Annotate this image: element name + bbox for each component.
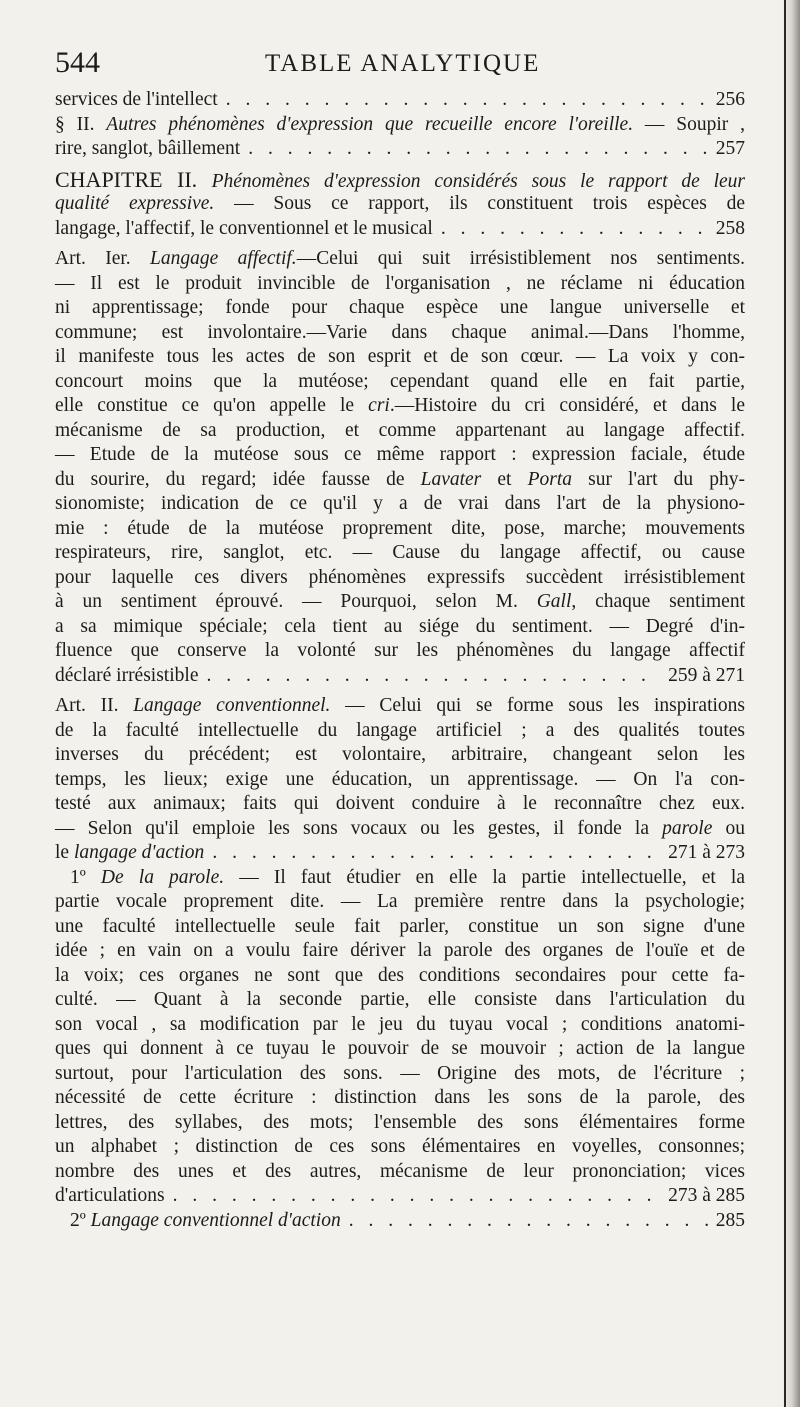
text-line <box>55 468 745 493</box>
dot-leader <box>248 137 708 162</box>
text-segment: langage, l'affectif, le conventionnel et le musical <box>55 217 433 239</box>
line-text <box>55 272 745 297</box>
line-text <box>55 217 433 242</box>
text-line <box>55 394 745 419</box>
page-reference: 259 à 271 <box>668 664 745 686</box>
text-segment: 1º <box>70 866 101 888</box>
italic-text: Gall <box>536 591 572 612</box>
text-segment: le <box>55 842 74 863</box>
text-line <box>55 272 745 297</box>
page-number: 544 <box>55 46 100 79</box>
dot-leader <box>212 841 660 866</box>
line-text <box>55 247 745 272</box>
text-segment: de la faculté intellectuelle du langage artificiel ; a des qualités toutes <box>55 719 745 741</box>
text-segment: — Etude de la mutéose sous ce même rapport : expression faciale, étude <box>55 444 745 465</box>
line-text <box>55 296 745 321</box>
text-segment: ni apprentissage; fonde pour chaque espèce une langue universelle et <box>55 297 745 318</box>
line-text <box>55 590 745 615</box>
text-line <box>55 192 745 217</box>
text-segment: , chaque sentiment <box>571 591 745 612</box>
text-segment: culté. — Quant à la seconde partie, elle consiste dans l'articulation du <box>55 989 745 1010</box>
text-line <box>55 1184 745 1209</box>
text-line <box>55 1135 745 1160</box>
text-line <box>55 1062 745 1087</box>
text-segment: surtout, pour l'articulation des sons. — Origine des mots, de l'écriture ; <box>55 1062 745 1084</box>
text-segment: respirateurs, rire, sanglot, etc. — Cause du langage affectif, ou cause <box>55 542 745 563</box>
text-segment: à un sentiment éprouvé. — Pourquoi, selon M. <box>55 591 537 612</box>
text-line <box>55 541 745 566</box>
text-line <box>55 743 745 768</box>
page-reference: 271 à 273 <box>668 842 745 863</box>
text-segment: il manifeste tous les actes de son esprit et de son cœur. — La voix y con- <box>55 346 745 367</box>
italic-text: Langage affectif. <box>150 248 297 269</box>
line-text <box>55 743 745 768</box>
text-line <box>55 1160 745 1185</box>
line-text <box>55 817 745 842</box>
line-text <box>55 664 198 689</box>
text-segment: concourt moins que la mutéose; cependant quand elle en fait partie, <box>55 370 745 392</box>
text-segment: 2º <box>70 1209 91 1231</box>
text-segment: nombre des unes et des autres, mécanisme de leur prononciation; vices <box>55 1160 745 1182</box>
line-text <box>55 566 745 591</box>
text-line <box>55 890 745 915</box>
text-line <box>55 1013 745 1038</box>
text-line <box>55 694 745 719</box>
toc-entry <box>55 1209 745 1234</box>
page-reference: 273 à 285 <box>668 1185 745 1206</box>
text-line <box>55 247 745 272</box>
italic-text: Langage conventionnel d'action <box>90 1209 341 1231</box>
dot-leader <box>349 1209 708 1234</box>
line-text <box>55 890 745 915</box>
text-segment: mécanisme de sa production, et comme appartenant au langage affectif. <box>55 419 745 441</box>
toc-entry <box>55 113 745 162</box>
line-text <box>70 866 745 891</box>
text-segment: — Selon qu'il emploie les sons vocaux ou les gestes, il fonde la <box>55 817 663 839</box>
text-line <box>55 296 745 321</box>
text-segment: Art. II. <box>55 695 134 716</box>
text-line <box>55 719 745 744</box>
text-segment: testé aux animaux; faits qui doivent conduire à le reconnaître chez eux. <box>55 793 745 814</box>
text-segment: commune; est involontaire.—Varie dans chaque animal.—Dans l'homme, <box>55 321 745 343</box>
line-text <box>55 615 745 640</box>
line-text <box>55 694 745 719</box>
toc-entry <box>55 168 745 242</box>
text-line <box>55 419 745 444</box>
text-line <box>55 443 745 468</box>
line-text <box>55 768 745 793</box>
toc-entry <box>55 88 745 113</box>
line-text <box>55 492 745 517</box>
line-text <box>55 517 745 542</box>
text-segment: a sa mimique spéciale; cela tient au siége du sentiment. — Degré d'in- <box>55 615 745 637</box>
line-text <box>55 988 745 1013</box>
italic-text: Phénomènes d'expression considérés sous le rapport de leur <box>211 170 745 192</box>
line-text <box>55 321 745 346</box>
text-line <box>55 88 745 113</box>
text-line <box>55 168 745 193</box>
line-text <box>55 419 745 444</box>
text-line <box>55 137 745 162</box>
text-line <box>55 566 745 591</box>
text-line <box>55 939 745 964</box>
text-line <box>55 1209 745 1234</box>
text-segment: temps, les lieux; exige une éducation, un apprentissage. — On l'a con- <box>55 768 745 790</box>
line-text <box>70 1209 341 1234</box>
line-text <box>55 168 745 195</box>
text-segment: une faculté intellectuelle seule fait parler, constitue un son signe d'une <box>55 915 745 937</box>
text-line <box>55 768 745 793</box>
text-line <box>55 1111 745 1136</box>
italic-text: langage d'action <box>73 842 205 863</box>
text-segment: inverses du précédent; est volontaire, arbitraire, changeant selon les <box>55 744 745 765</box>
toc-entry <box>55 866 745 1209</box>
text-line <box>55 639 745 664</box>
line-text <box>55 113 745 138</box>
italic-text: Autres phénomènes d'expression que recueille encore l'oreille. <box>106 113 634 135</box>
line-text <box>55 370 745 395</box>
italic-text: Lavater <box>420 468 482 490</box>
line-text <box>55 1111 745 1136</box>
text-line <box>55 664 745 689</box>
line-text <box>55 841 204 866</box>
table-of-contents-body <box>55 88 745 1233</box>
text-segment: idée ; en vain on a voulu faire dériver la parole des organes de l'ouïe et de <box>55 940 745 961</box>
toc-entry <box>55 694 745 866</box>
text-line <box>55 492 745 517</box>
text-line <box>55 217 745 242</box>
text-segment: — Sous ce rapport, ils constituent trois espèces de <box>214 193 745 214</box>
text-segment: mie : étude de la mutéose proprement dite, pose, marche; mouvements <box>55 517 745 539</box>
italic-text: Langage conventionnel. <box>133 695 331 716</box>
text-line <box>55 345 745 370</box>
line-text <box>55 1135 745 1160</box>
text-segment: son vocal , sa modification par le jeu du tuyau vocal ; conditions anatomi- <box>55 1013 745 1035</box>
line-text <box>55 1184 165 1209</box>
text-segment: sur l'art du phy- <box>572 468 746 490</box>
line-text <box>55 137 240 162</box>
line-text <box>55 1086 745 1111</box>
text-line <box>55 321 745 346</box>
text-segment: § II. <box>55 113 107 135</box>
dot-leader <box>226 88 708 113</box>
text-line <box>55 1037 745 1062</box>
line-text <box>55 639 745 664</box>
text-line <box>55 817 745 842</box>
text-line <box>55 113 745 138</box>
line-text <box>55 1037 745 1062</box>
text-segment: Art. Ier. <box>55 248 151 269</box>
italic-text: parole <box>662 817 713 839</box>
line-text <box>55 468 745 493</box>
text-segment: elle constitue ce qu'on appelle le <box>55 395 369 416</box>
line-text <box>55 1160 745 1185</box>
text-segment: du sourire, du regard; idée fausse de <box>55 468 421 490</box>
line-text <box>55 915 745 940</box>
line-text <box>55 1013 745 1038</box>
text-segment: déclaré irrésistible <box>55 664 199 686</box>
page-reference: 258 <box>715 217 745 239</box>
italic-text: qualité expressive. <box>55 193 215 214</box>
line-text <box>55 394 745 419</box>
page-reference: 256 <box>715 89 745 110</box>
line-text <box>55 443 745 468</box>
text-line <box>55 866 745 891</box>
text-segment: rire, sanglot, bâillement <box>55 138 241 159</box>
text-segment: d'articulations <box>55 1185 165 1206</box>
line-text <box>55 192 745 217</box>
page-header <box>55 46 745 86</box>
text-segment: nécessité de cette écriture : distinction dans les sons de la parole, des <box>55 1087 745 1108</box>
line-text <box>55 719 745 744</box>
dot-leader <box>441 217 708 242</box>
text-segment: — Soupir , <box>633 113 745 135</box>
text-segment: services de l'intellect <box>55 89 218 110</box>
dot-leader <box>173 1184 660 1209</box>
page-reference: 285 <box>715 1209 745 1231</box>
toc-entry <box>55 247 745 688</box>
text-segment: — Celui qui se forme sous les inspirations <box>330 695 746 716</box>
text-line <box>55 517 745 542</box>
italic-text: De la parole. <box>100 866 225 888</box>
line-text <box>55 792 745 817</box>
italic-text: cri <box>368 395 390 416</box>
text-segment: ques qui donnent à ce tuyau le pouvoir de se mouvoir ; action de la langue <box>55 1038 745 1059</box>
text-line <box>55 590 745 615</box>
text-segment: .—Histoire du cri considéré, et dans le <box>389 395 746 416</box>
line-text <box>55 939 745 964</box>
text-segment: fluence que conserve la volonté sur les phénomènes du langage affectif <box>55 640 745 661</box>
line-text <box>55 964 745 989</box>
text-line <box>55 964 745 989</box>
line-text <box>55 541 745 566</box>
page-reference: 257 <box>715 138 745 159</box>
text-segment: sionomiste; indication de ce qu'il y a de vrai dans l'art de la physiono- <box>55 493 745 514</box>
text-segment: CHAPITRE II. <box>55 166 212 192</box>
text-segment: partie vocale proprement dite. — La première rentre dans la psychologie; <box>55 891 745 912</box>
dot-leader <box>206 664 660 689</box>
text-line <box>55 1086 745 1111</box>
text-segment: un alphabet ; distinction de ces sons élémentaires en voyelles, consonnes; <box>55 1136 745 1157</box>
text-segment: la voix; ces organes ne sont que des conditions secondaires pour cette fa- <box>55 964 745 986</box>
text-line <box>55 792 745 817</box>
text-segment: ou <box>712 817 746 839</box>
text-segment: pour laquelle ces divers phénomènes expressifs succèdent irrésistiblement <box>55 566 745 588</box>
text-line <box>55 370 745 395</box>
text-segment: — Il faut étudier en elle la partie intellectuelle, et la <box>224 866 746 888</box>
text-line <box>55 615 745 640</box>
italic-text: Porta <box>527 468 572 490</box>
text-segment: lettres, des syllabes, des mots; l'ensemble des sons élémentaires forme <box>55 1111 745 1133</box>
text-segment: — Il est le produit invincible de l'organisation , ne réclame ni éducation <box>55 272 745 294</box>
line-text <box>55 88 218 113</box>
text-line <box>55 988 745 1013</box>
line-text <box>55 1062 745 1087</box>
text-segment: —Celui qui suit irrésistiblement nos sentiments. <box>296 248 746 269</box>
text-line <box>55 915 745 940</box>
running-title: TABLE ANALYTIQUE <box>265 50 541 77</box>
line-text <box>55 345 745 370</box>
text-line <box>55 841 745 866</box>
page-edge-line <box>784 0 786 1407</box>
text-segment: et <box>481 468 528 490</box>
